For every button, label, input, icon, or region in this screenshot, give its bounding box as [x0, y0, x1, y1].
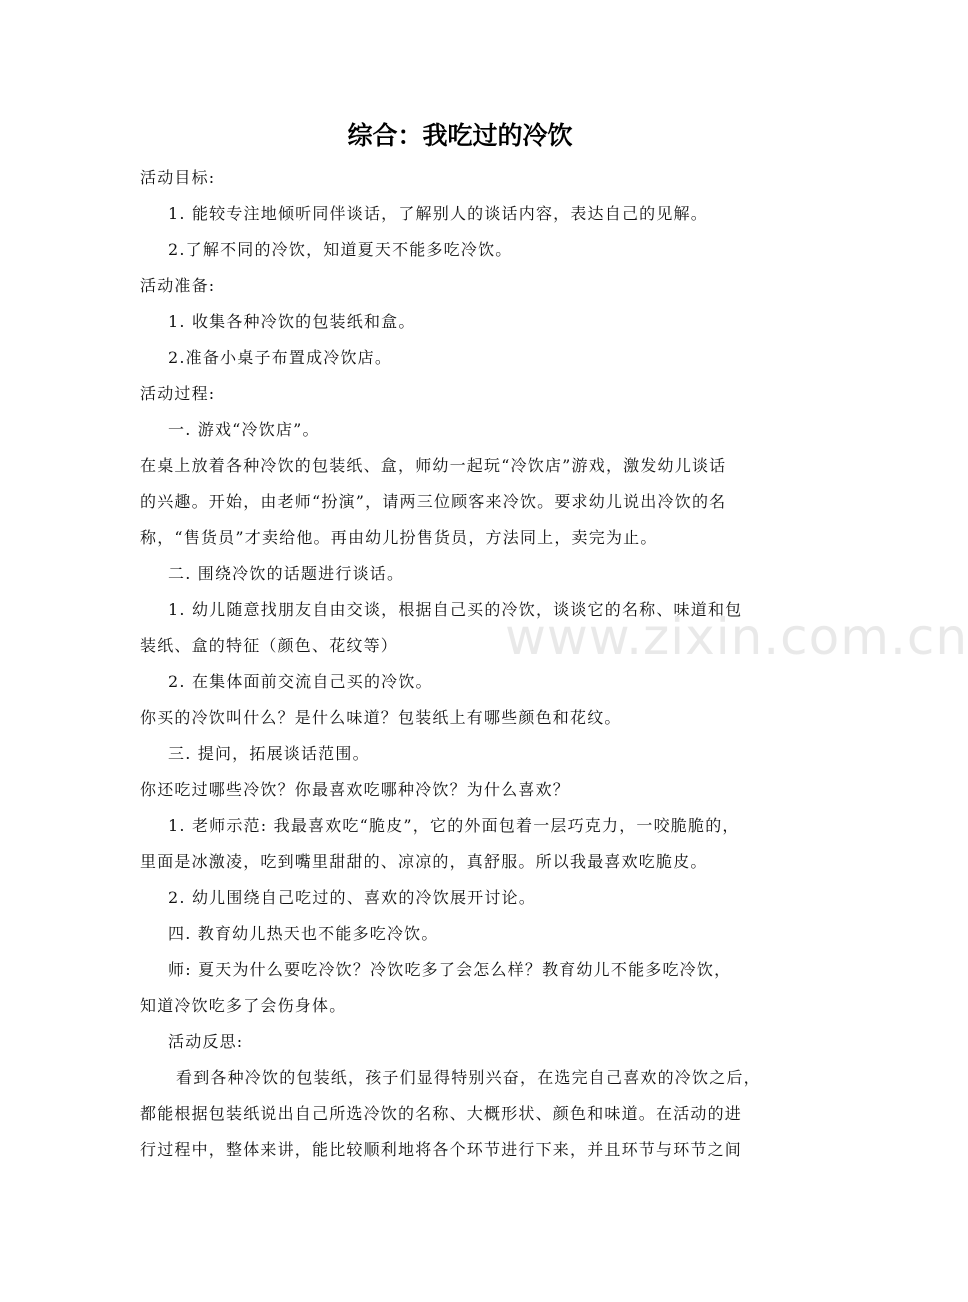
paragraph-line: 在桌上放着各种冷饮的包装纸、盒，师幼一起玩“冷饮店”游戏，激发幼儿谈话 — [140, 456, 727, 475]
step-heading: 二. 围绕冷饮的话题进行谈话。 — [168, 564, 405, 583]
section-heading-preparation: 活动准备: — [140, 276, 216, 295]
paragraph-line: 1. 幼儿随意找朋友自由交谈，根据自己买的冷饮，谈谈它的名称、味道和包 — [168, 600, 743, 619]
paragraph-line: 2.了解不同的冷饮，知道夏天不能多吃冷饮。 — [168, 240, 513, 259]
paragraph-line: 都能根据包装纸说出自己所选冷饮的名称、大概形状、颜色和味道。在活动的进 — [140, 1104, 743, 1123]
paragraph-line: 2.准备小桌子布置成冷饮店。 — [168, 348, 393, 367]
paragraph-line: 你买的冷饮叫什么？是什么味道？包装纸上有哪些颜色和花纹。 — [140, 708, 622, 727]
paragraph-line: 2. 在集体面前交流自己买的冷饮。 — [168, 672, 433, 691]
step-heading: 三. 提问，拓展谈话范围。 — [168, 744, 370, 763]
paragraph-line: 你还吃过哪些冷饮？你最喜欢吃哪种冷饮？为什么喜欢？ — [140, 780, 571, 799]
paragraph-line: 1. 收集各种冷饮的包装纸和盒。 — [168, 312, 416, 331]
paragraph-line: 的兴趣。开始，由老师“扮演”，请两三位顾客来冷饮。要求幼儿说出冷饮的名 — [140, 492, 727, 511]
paragraph-line: 1. 能较专注地倾听同伴谈话，了解别人的谈话内容，表达自己的见解。 — [168, 204, 708, 223]
paragraph-line: 看到各种冷饮的包装纸，孩子们显得特别兴奋，在选完自己喜欢的冷饮之后， — [176, 1068, 761, 1087]
document-title: 综合：我吃过的冷饮 — [347, 121, 573, 150]
step-heading: 一. 游戏“冷饮店”。 — [168, 420, 320, 439]
paragraph-line: 称，“售货员”才卖给他。再由幼儿扮售货员，方法同上，卖完为止。 — [140, 528, 658, 547]
watermark: www.zixin.com.cn — [505, 608, 968, 666]
section-heading-process: 活动过程: — [140, 384, 216, 403]
paragraph-line: 2. 幼儿围绕自己吃过的、喜欢的冷饮展开讨论。 — [168, 888, 536, 907]
paragraph-line: 里面是冰激凌，吃到嘴里甜甜的、凉凉的，真舒服。所以我最喜欢吃脆皮。 — [140, 852, 708, 871]
paragraph-line: 装纸、盒的特征（颜色、花纹等） — [140, 636, 399, 655]
paragraph-line: 行过程中，整体来讲，能比较顺利地将各个环节进行下来，并且环节与环节之间 — [140, 1140, 743, 1159]
section-heading-reflection: 活动反思: — [168, 1032, 244, 1051]
paragraph-line: 1. 老师示范: 我最喜欢吃“脆皮”，它的外面包着一层巧克力，一咬脆脆的， — [168, 816, 740, 835]
document-body — [140, 160, 790, 1168]
paragraph-line: 知道冷饮吃多了会伤身体。 — [140, 996, 347, 1015]
step-heading: 四. 教育幼儿热天也不能多吃冷饮。 — [168, 924, 439, 943]
paragraph-line: 师: 夏天为什么要吃冷饮？冷饮吃多了会怎么样？教育幼儿不能多吃冷饮， — [168, 960, 732, 979]
section-heading-goals: 活动目标: — [140, 168, 216, 187]
